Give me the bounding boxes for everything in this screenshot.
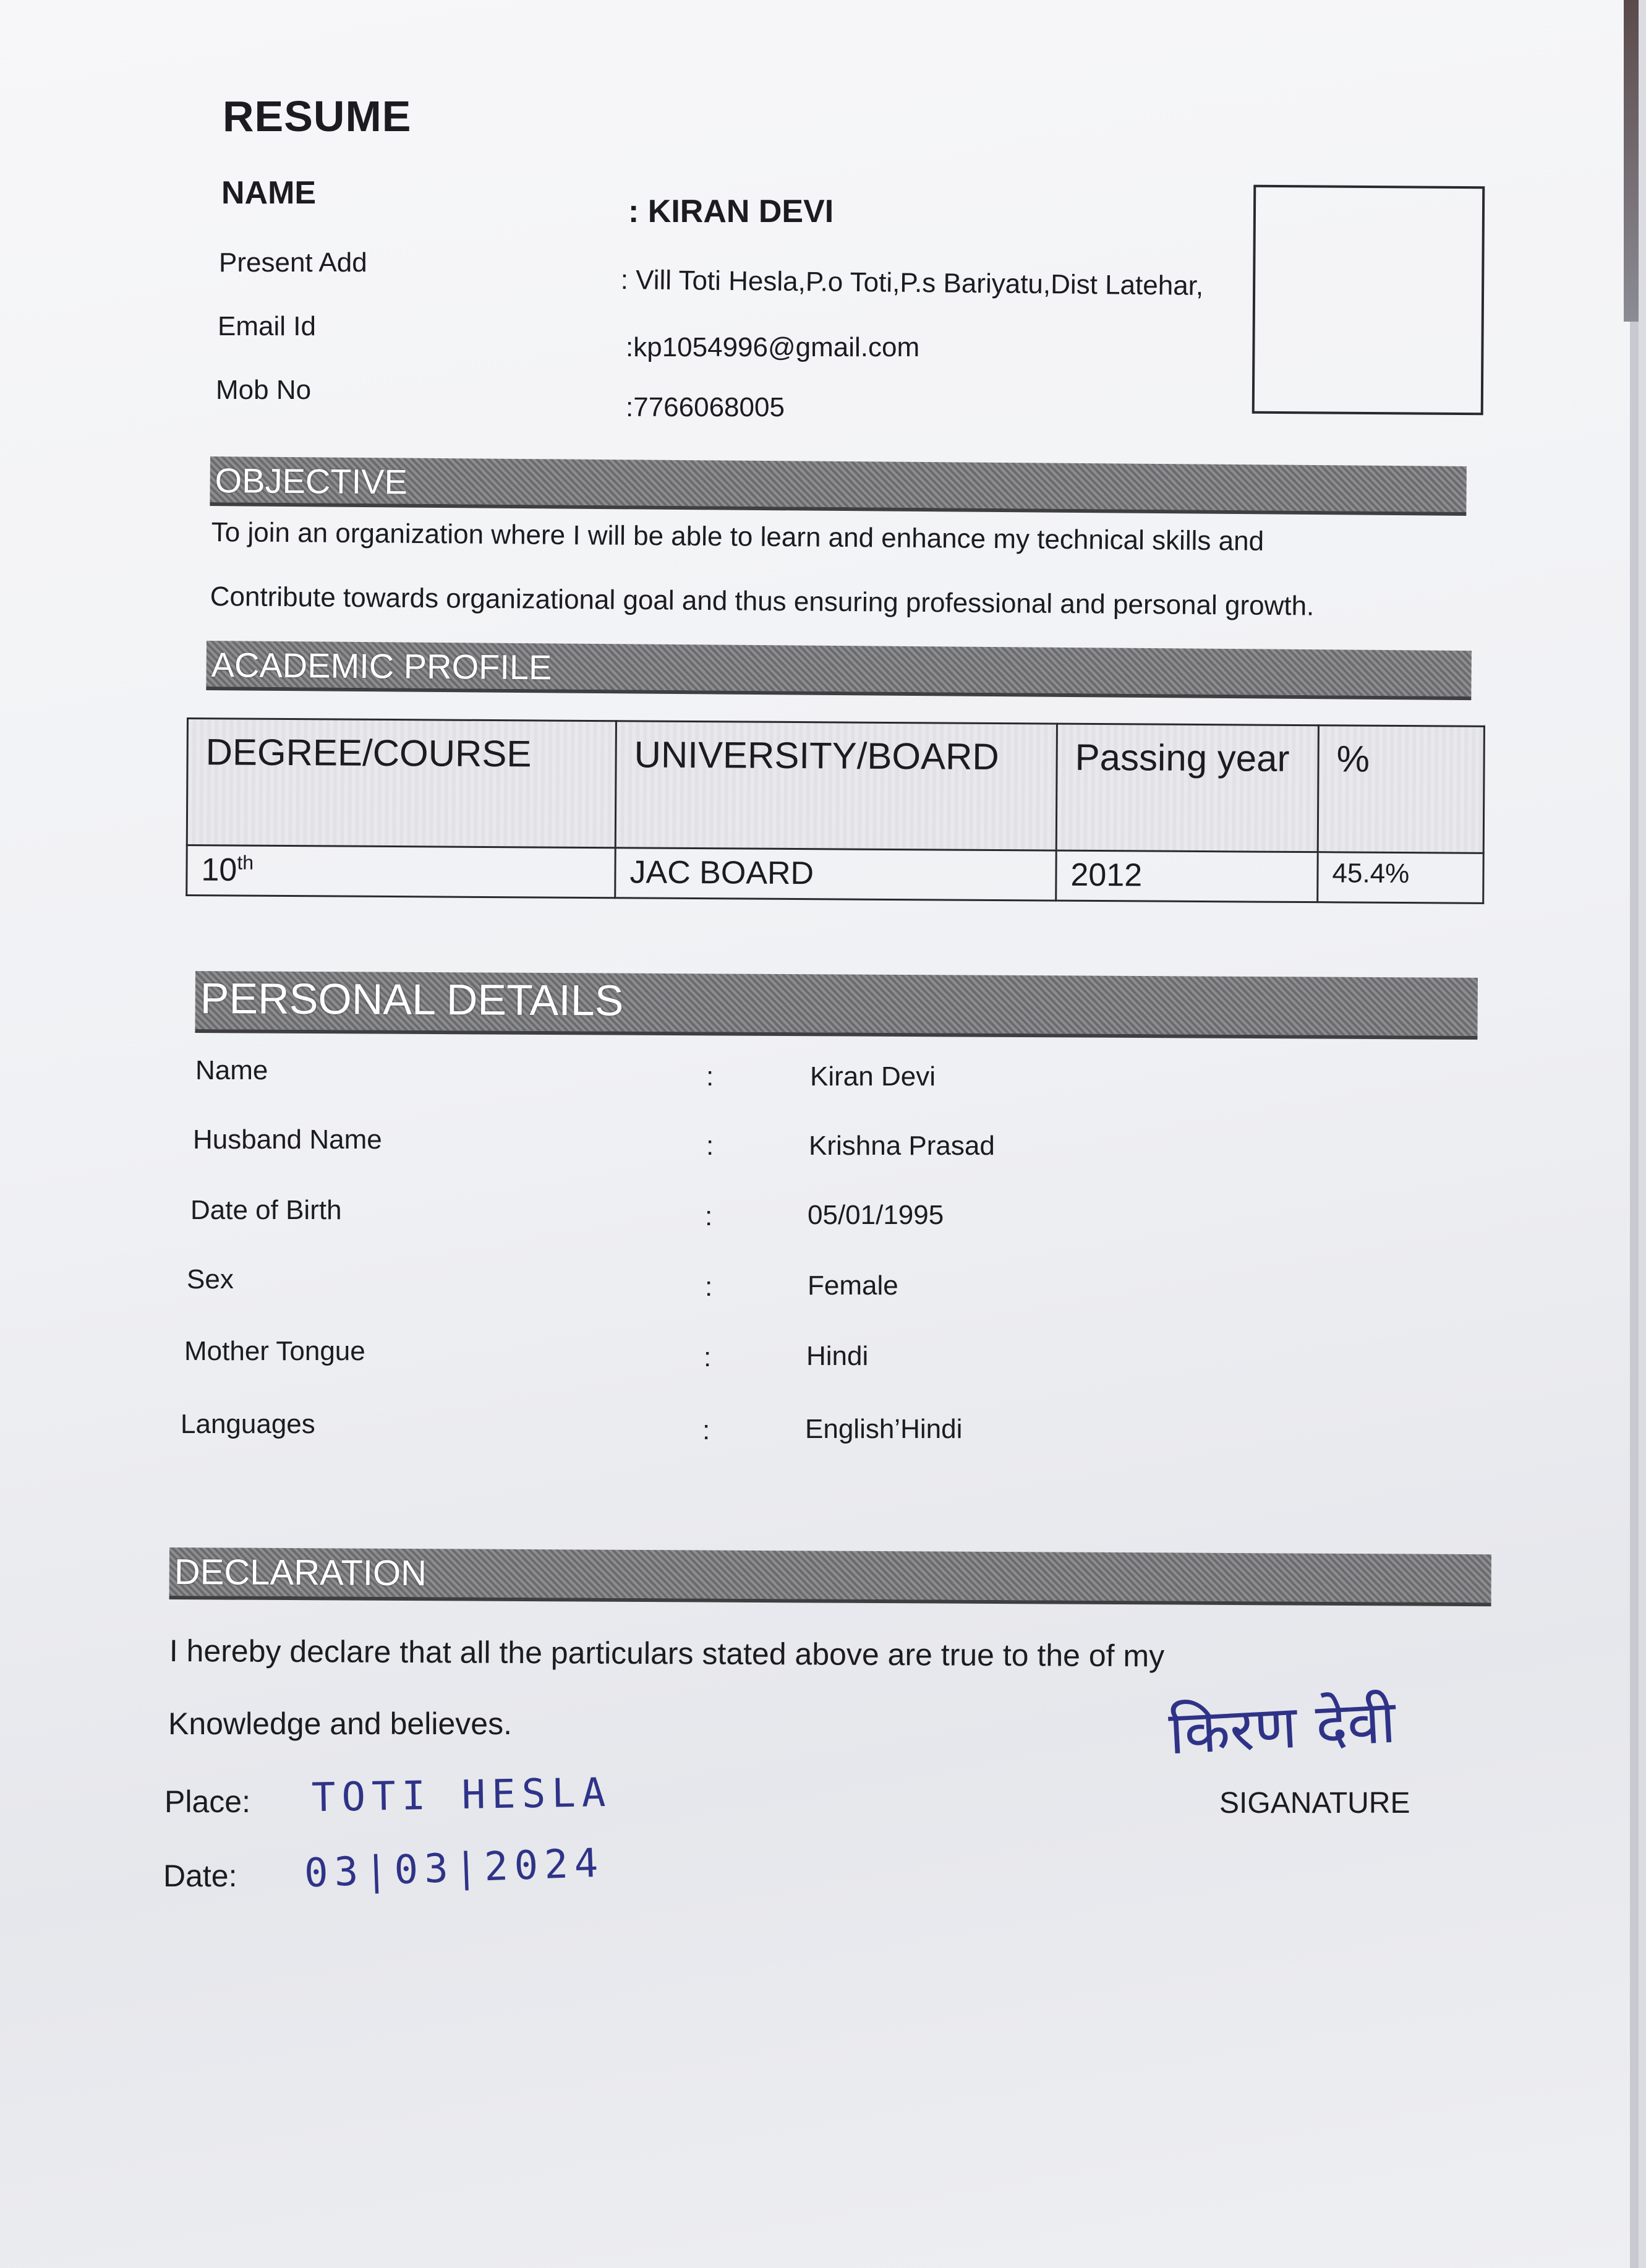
personal-value-sex: Female [808, 1270, 898, 1301]
declaration-bar [169, 1547, 1491, 1606]
objective-bar [210, 456, 1467, 516]
declaration-line-1: I hereby declare that all the particulars stated above are true to the of my [169, 1633, 1165, 1674]
personal-label-sex: Sex [187, 1264, 234, 1294]
personal-value-husband: Krishna Prasad [809, 1131, 995, 1161]
separator: : [706, 1131, 714, 1161]
address-label: Present Add [219, 247, 367, 278]
degree-cell [187, 845, 615, 898]
personal-label-mother-tongue: Mother Tongue [184, 1336, 365, 1366]
declaration-heading: DECLARATION [174, 1552, 427, 1594]
personal-label-languages: Languages [181, 1409, 315, 1439]
date-label: Date: [163, 1859, 237, 1893]
academic-table [185, 717, 1485, 904]
date-handwritten: 03|03|2024 [303, 1840, 605, 1897]
objective-heading: OBJECTIVE [215, 461, 408, 502]
separator: : [705, 1201, 713, 1231]
name-label: NAME [221, 175, 317, 211]
objective-line-2: Contribute towards organizational goal and thus ensuring professional and personal growth. [210, 581, 1315, 622]
signature-label: SIGANATURE [1219, 1787, 1410, 1820]
header-degree: DEGREE/COURSE [187, 719, 616, 848]
signature-handwritten: किरण देवी [1167, 1687, 1397, 1768]
personal-bar [195, 971, 1477, 1040]
mobile-value: :7766068005 [626, 392, 785, 422]
personal-value-dob: 05/01/1995 [808, 1200, 944, 1230]
separator: : [706, 1061, 714, 1092]
separator: : [705, 1272, 713, 1302]
email-value: :kp1054996@gmail.com [626, 332, 920, 362]
personal-value-languages: English’Hindi [805, 1414, 963, 1444]
personal-value-name: Kiran Devi [810, 1061, 936, 1092]
email-label: Email Id [218, 311, 316, 341]
personal-label-name: Name [195, 1055, 268, 1085]
declaration-line-2: Knowledge and believes. [168, 1706, 512, 1741]
personal-label-dob: Date of Birth [190, 1195, 342, 1225]
header-passing-year: Passing year [1056, 724, 1318, 852]
background-edge [1624, 0, 1639, 322]
name-value: : KIRAN DEVI [628, 194, 834, 229]
academic-header-row [187, 719, 1484, 854]
percent-cell: 45.4% [1318, 852, 1483, 904]
header-percent: % [1318, 725, 1484, 854]
objective-line-1: To join an organization where I will be able to learn and enhance my technical skills and [211, 517, 1264, 557]
personal-value-mother-tongue: Hindi [806, 1341, 869, 1371]
personal-label-husband: Husband Name [193, 1124, 382, 1155]
degree-value: 10 [201, 852, 237, 888]
photo-placeholder [1252, 185, 1485, 416]
address-value: : Vill Toti Hesla,P.o Toti,P.s Bariyatu,Dist Latehar, [620, 265, 1204, 301]
personal-heading: PERSONAL DETAILS [200, 974, 624, 1025]
place-handwritten: TOTI HESLA [311, 1769, 612, 1821]
separator: : [702, 1415, 710, 1445]
academic-heading: ACADEMIC PROFILE [211, 645, 552, 687]
separator: : [704, 1342, 712, 1372]
year-cell: 2012 [1056, 850, 1318, 902]
resume-title: RESUME [223, 92, 412, 140]
degree-suffix: th [237, 851, 254, 874]
board-cell: JAC BOARD [615, 848, 1056, 901]
mobile-label: Mob No [216, 375, 312, 405]
table-row [187, 845, 1483, 904]
academic-bar [206, 641, 1472, 700]
place-label: Place: [164, 1784, 250, 1819]
header-university: UNIVERSITY/BOARD [615, 721, 1057, 850]
paper-edge [1630, 322, 1639, 2268]
